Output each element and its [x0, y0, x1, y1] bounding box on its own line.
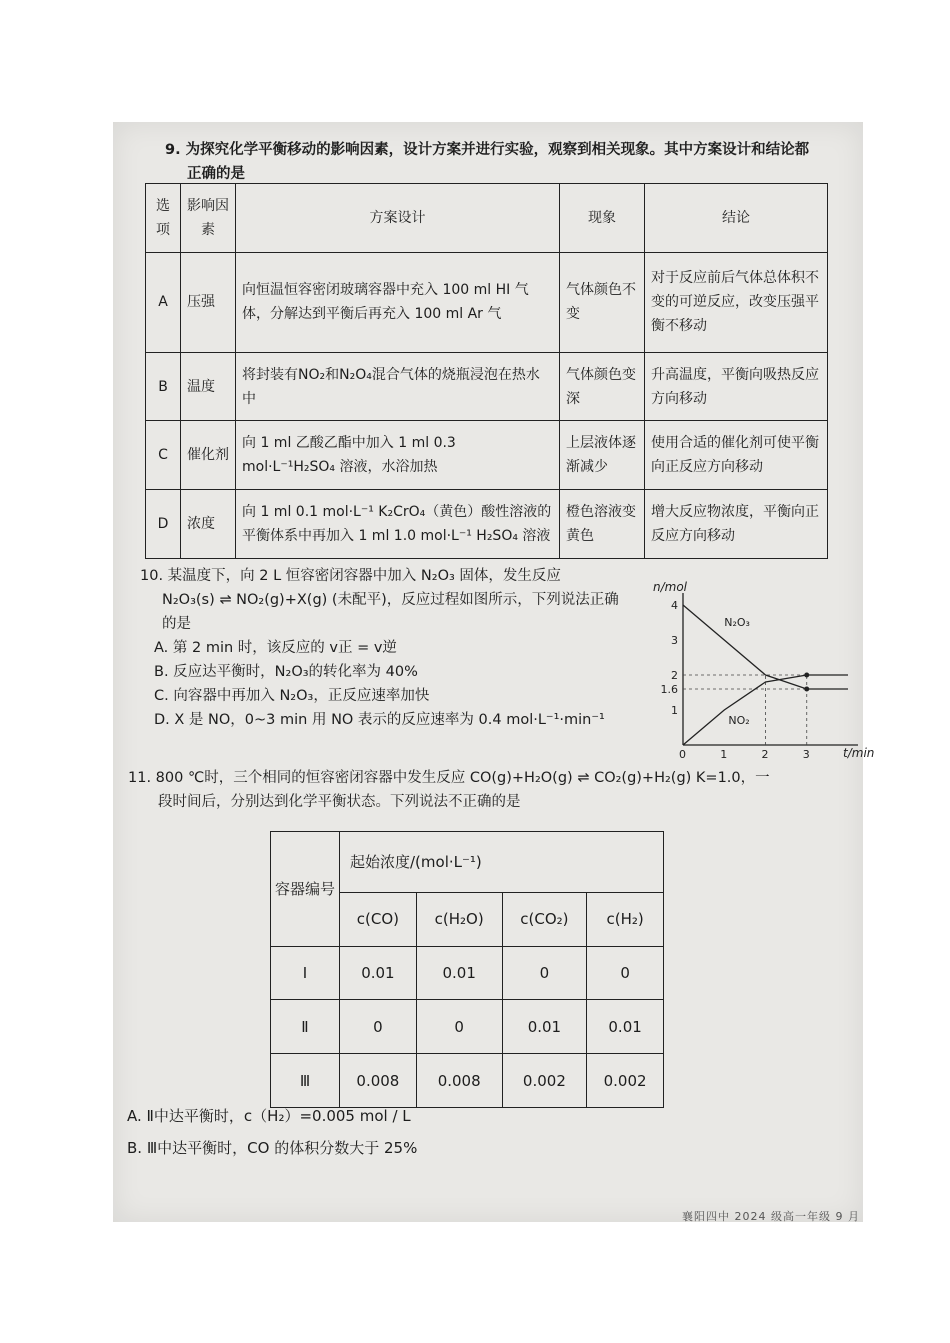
table-row — [146, 490, 828, 559]
x-tick-label: 2 — [761, 748, 769, 761]
cell: 0 — [340, 1000, 417, 1054]
q11-line2: 段时间后，分别达到化学平衡状态。下列说法不正确的是 — [158, 794, 521, 810]
row-option: B — [146, 352, 181, 421]
row-design: 向 1 ml 0.1 mol·L⁻¹ K₂CrO₄（黄色）酸性溶液的平衡体系中再加入 1 ml 1.0 mol·L⁻¹ H₂SO₄ 溶液 — [236, 490, 560, 559]
table-header-row — [271, 832, 664, 893]
q9-title-line1: 9. 为探究化学平衡移动的影响因素，设计方案并进行实验，观察到相关现象。其中方案设计和结论都 — [165, 142, 810, 158]
cell: 0.002 — [502, 1054, 587, 1108]
table-row — [271, 946, 664, 1000]
series-label: NO₂ — [728, 714, 750, 727]
q10-line3: 的是 — [162, 616, 191, 632]
question-11 — [128, 766, 828, 814]
x-tick-label: 0 — [679, 748, 686, 761]
row-option: C — [146, 421, 181, 490]
q11-line1: 11. 800 ℃时，三个相同的恒容密闭容器中发生反应 CO(g)+H₂O(g) ⇌ CO₂(g)+H₂(g) K=1.0，一 — [128, 770, 770, 786]
col-h2o: c(H₂O) — [416, 892, 502, 946]
q10-option-c: C. 向容器中再加入 N₂O₃，正反应速率加快 — [154, 688, 430, 704]
row-conclusion: 使用合适的催化剂可使平衡向正反应方向移动 — [645, 421, 828, 490]
row-conclusion: 升高温度，平衡向吸热反应方向移动 — [645, 352, 828, 421]
y-tick-label: 3 — [671, 634, 678, 647]
q11-option-b: B. Ⅲ中达平衡时，CO 的体积分数大于 25% — [127, 1139, 418, 1157]
corner-label: 容器编号 — [271, 832, 340, 947]
row-design: 向恒温恒容密闭玻璃容器中充入 100 ml HI 气体，分解达到平衡后再充入 100 ml Ar 气 — [236, 252, 560, 352]
col-co: c(CO) — [340, 892, 417, 946]
q10-graph — [648, 575, 875, 770]
row-phenomenon: 气体颜色变深 — [560, 352, 645, 421]
question-9-title — [165, 138, 835, 186]
cell: 0.01 — [502, 1000, 587, 1054]
cell: 0 — [416, 1000, 502, 1054]
question-11-table — [270, 831, 664, 1108]
row-factor: 催化剂 — [181, 421, 236, 490]
row-design: 将封装有NO₂和N₂O₄混合气体的烧瓶浸泡在热水中 — [236, 352, 560, 421]
data-point — [804, 687, 809, 692]
group-header: 起始浓度/(mol·L⁻¹) — [340, 832, 664, 893]
table-row — [146, 421, 828, 490]
table-row — [146, 352, 828, 421]
x-axis-label: t/min — [843, 746, 875, 760]
data-point — [804, 673, 809, 678]
y-tick-label: 1 — [671, 704, 678, 717]
row-phenomenon: 气体颜色不变 — [560, 252, 645, 352]
row-factor: 压强 — [181, 252, 236, 352]
cell: 0 — [502, 946, 587, 1000]
col-co2: c(CO₂) — [502, 892, 587, 946]
header-design: 方案设计 — [236, 184, 560, 253]
cell: 0.008 — [416, 1054, 502, 1108]
row-conclusion: 增大反应物浓度，平衡向正反应方向移动 — [645, 490, 828, 559]
question-9-table — [145, 183, 828, 559]
row-phenomenon: 上层液体逐渐减少 — [560, 421, 645, 490]
header-conclusion: 结论 — [645, 184, 828, 253]
page-footer: 襄阳四中 2024 级高一年级 9 月 — [682, 1210, 860, 1223]
y-axis-label: n/mol — [653, 580, 688, 594]
row-phenomenon: 橙色溶液变黄色 — [560, 490, 645, 559]
x-tick-label: 3 — [802, 748, 810, 761]
q9-title-line2: 正确的是 — [187, 166, 245, 182]
y-tick-label: 1.6 — [660, 683, 678, 696]
cell: 0.01 — [340, 946, 417, 1000]
row-id: Ⅰ — [271, 946, 340, 1000]
q11-option-a: A. Ⅱ中达平衡时，c（H₂）=0.005 mol / L — [127, 1107, 411, 1125]
y-tick-label: 4 — [671, 599, 678, 612]
col-h2: c(H₂) — [587, 892, 664, 946]
series-label: N₂O₃ — [724, 616, 750, 629]
cell: 0.01 — [587, 1000, 664, 1054]
row-factor: 温度 — [181, 352, 236, 421]
q10-line1: 10. 某温度下，向 2 L 恒容密闭容器中加入 N₂O₃ 固体，发生反应 — [140, 568, 561, 584]
header-option: 选项 — [146, 184, 181, 253]
cell: 0.01 — [416, 946, 502, 1000]
header-factor: 影响因素 — [181, 184, 236, 253]
q10-option-d: D. X 是 NO，0~3 min 用 NO 表示的反应速率为 0.4 mol·L⁻¹·min⁻¹ — [154, 712, 605, 728]
cell: 0 — [587, 946, 664, 1000]
row-design: 向 1 ml 乙酸乙酯中加入 1 ml 0.3 mol·L⁻¹H₂SO₄ 溶液，水浴加热 — [236, 421, 560, 490]
header-phenomenon: 现象 — [560, 184, 645, 253]
q10-line2: N₂O₃(s) ⇌ NO₂(g)+X(g) (未配平)，反应过程如图所示，下列说法正确 — [162, 592, 619, 608]
cell: 0.008 — [340, 1054, 417, 1108]
series-line — [683, 675, 848, 745]
table-row — [271, 1000, 664, 1054]
row-option: D — [146, 490, 181, 559]
x-tick-label: 1 — [720, 748, 728, 761]
row-id: Ⅲ — [271, 1054, 340, 1108]
q10-option-b: B. 反应达平衡时，N₂O₃的转化率为 40% — [154, 664, 418, 680]
question-10 — [140, 564, 640, 732]
table-header-row — [146, 184, 828, 253]
cell: 0.002 — [587, 1054, 664, 1108]
row-factor: 浓度 — [181, 490, 236, 559]
y-tick-label: 2 — [671, 669, 678, 682]
q11-options — [127, 1100, 627, 1164]
row-conclusion: 对于反应前后气体总体积不变的可逆反应，改变压强平衡不移动 — [645, 252, 828, 352]
table-row — [146, 252, 828, 352]
row-id: Ⅱ — [271, 1000, 340, 1054]
q10-option-a: A. 第 2 min 时，该反应的 v正 = v逆 — [154, 640, 397, 656]
row-option: A — [146, 252, 181, 352]
